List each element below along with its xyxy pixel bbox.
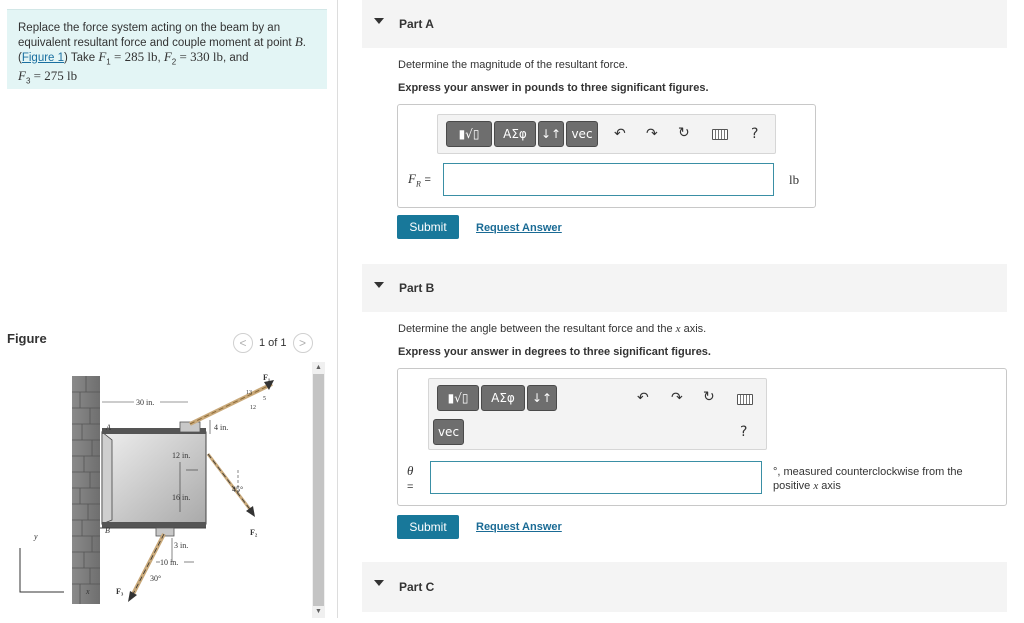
ratio-5: 5 — [263, 396, 266, 402]
theta-variable — [407, 463, 413, 495]
figure-link[interactable]: Figure 1 — [21, 52, 65, 64]
fr-sub: R — [415, 179, 421, 189]
angle-30: 30° — [150, 574, 162, 583]
figure-heading: Figure — [7, 331, 47, 346]
template-button[interactable] — [437, 385, 479, 411]
figure-pager — [233, 332, 313, 354]
part-a-instruction: Express your answer in pounds to three significant figures. — [398, 82, 709, 94]
part-b-instruction: Express your answer in degrees to three significant figures. — [398, 346, 711, 358]
dim-30in: 30 in. — [136, 398, 155, 407]
problem-text-2: equivalent resultant force and couple moment at point — [18, 37, 295, 49]
brick-wall — [72, 376, 100, 604]
scroll-down-icon[interactable]: ▼ — [315, 608, 322, 615]
dim-16in: 16 in. — [172, 493, 191, 502]
f3-label: F₃ — [116, 587, 124, 596]
fr-unit: lb — [789, 172, 800, 187]
f2-symbol: F — [163, 49, 172, 64]
dim-3in: 3 in. — [174, 541, 189, 550]
part-b-header[interactable] — [362, 264, 1007, 312]
theta-unit-axis: x — [813, 480, 819, 492]
dim-10in: 10 in. — [160, 558, 179, 567]
fr-answer-input[interactable] — [443, 163, 774, 196]
prev-figure-button[interactable] — [233, 333, 253, 353]
undo-icon[interactable]: ↶ — [637, 390, 649, 406]
pager-count: 1 of 1 — [259, 337, 287, 349]
greek-symbols-button[interactable]: ΑΣφ — [481, 385, 525, 411]
f2-label: F₂ — [250, 528, 258, 537]
part-a-header[interactable] — [362, 0, 1007, 48]
arrows-button[interactable]: ↓↑ — [538, 121, 564, 147]
fr-variable — [408, 171, 431, 189]
reset-icon[interactable]: ↻ — [678, 125, 690, 141]
ratio-12: 12 — [250, 405, 256, 411]
part-b-title: Part B — [399, 281, 435, 295]
f3-sub: 3 — [25, 76, 31, 86]
keyboard-icon[interactable] — [737, 394, 753, 405]
theta-symbol: θ — [407, 463, 414, 478]
theta-unit-line-1: °, measured counterclockwise from the — [773, 466, 963, 478]
theta-equals: = — [407, 481, 414, 493]
help-button[interactable]: ? — [740, 424, 748, 440]
f2-sub: 2 — [171, 57, 177, 67]
beam-diagram — [34, 362, 310, 618]
keyboard-icon[interactable] — [712, 129, 728, 140]
arrows-button[interactable]: ↓↑ — [527, 385, 557, 411]
help-button[interactable]: ? — [751, 126, 759, 142]
part-b-submit-button[interactable]: Submit — [397, 515, 459, 539]
part-a-math-toolbar — [437, 114, 776, 154]
collapse-caret-icon[interactable] — [374, 282, 384, 288]
part-a-question: Determine the magnitude of the resultant force. — [398, 59, 628, 71]
angle-45: 45° — [232, 485, 244, 494]
problem-line-2: equivalent resultant force and couple moment at point B. — [18, 34, 306, 49]
part-b-answer-box — [397, 368, 1007, 506]
problem-text-1: Replace the force system acting on the beam by an — [18, 22, 281, 34]
part-b-math-toolbar — [428, 378, 767, 450]
problem-take: ) Take — [64, 52, 99, 64]
f1-value: = 285 lb — [110, 49, 158, 64]
chevron-right-icon: > — [299, 336, 307, 350]
f3-strut — [128, 534, 164, 602]
f2-value: = 330 lb — [176, 49, 223, 64]
theta-unit-line-2 — [773, 479, 963, 493]
part-a-title: Part A — [399, 17, 434, 31]
problem-line-3: (Figure 1) Take $F_1 = 285$ lb, $F_2 = 330$ lb, and — [18, 49, 249, 67]
problem-and: , and — [222, 52, 249, 64]
collapse-caret-icon[interactable] — [374, 18, 384, 24]
f1-label: F₁ — [263, 373, 271, 382]
part-a-submit-button[interactable]: Submit — [397, 215, 459, 239]
part-b-request-answer-link[interactable]: Request Answer — [476, 521, 562, 533]
redo-icon[interactable]: ↷ — [646, 126, 658, 142]
theta-answer-input[interactable] — [430, 461, 762, 494]
point-symbol: B — [294, 34, 303, 49]
problem-line-1 — [18, 21, 317, 35]
ratio-13: 13 — [246, 390, 252, 396]
greek-symbols-button[interactable]: ΑΣφ — [494, 121, 536, 147]
problem-statement — [7, 9, 327, 89]
y-axis-label: y — [34, 532, 38, 541]
part-b-question — [398, 323, 706, 335]
next-figure-button[interactable] — [293, 333, 313, 353]
f1-strut — [190, 380, 274, 424]
problem-line-4 — [18, 69, 317, 88]
collapse-caret-icon[interactable] — [374, 580, 384, 586]
scroll-thumb[interactable] — [313, 374, 324, 606]
point-a-label: A — [106, 423, 111, 432]
figure-image — [34, 362, 310, 618]
part-a-answer-box — [397, 104, 816, 208]
f3-symbol: F — [18, 68, 26, 84]
vector-button[interactable]: vec — [566, 121, 598, 147]
x-axis-label: x — [86, 587, 90, 596]
theta-unit — [773, 465, 963, 493]
f1-sub: 1 — [106, 57, 111, 67]
figure-scrollbar[interactable] — [312, 362, 325, 618]
redo-icon[interactable]: ↷ — [671, 390, 683, 406]
template-icon: ▮√▯ — [458, 127, 480, 141]
chevron-left-icon: < — [239, 336, 247, 350]
part-b-question-end: axis. — [680, 323, 707, 335]
theta-unit-positive: positive — [773, 480, 814, 492]
template-button[interactable] — [446, 121, 492, 147]
reset-icon[interactable]: ↻ — [703, 389, 715, 405]
f3-value: = 275 lb — [30, 68, 78, 84]
undo-icon[interactable]: ↶ — [614, 126, 626, 142]
theta-unit-end: axis — [818, 480, 841, 492]
part-c-title: Part C — [399, 580, 435, 594]
part-a-request-answer-link[interactable]: Request Answer — [476, 222, 562, 234]
part-b-question-text: Determine the angle between the resultant force and the — [398, 323, 676, 335]
coordinate-axes — [20, 548, 64, 592]
scroll-up-icon[interactable]: ▲ — [315, 364, 322, 371]
x-axis-symbol: x — [675, 323, 681, 335]
f1-symbol: F — [98, 49, 107, 64]
panel-divider — [337, 0, 338, 618]
dim-4in: 4 in. — [214, 423, 229, 432]
fr-equals: = — [424, 174, 431, 186]
vector-button[interactable]: vec — [433, 419, 464, 445]
dim-12in: 12 in. — [172, 451, 191, 460]
template-icon: ▮√▯ — [447, 391, 469, 405]
fr-symbol: F — [408, 171, 416, 186]
point-b-label: B — [105, 526, 110, 535]
part-c-header[interactable] — [362, 562, 1007, 612]
beam-plate — [100, 422, 206, 536]
